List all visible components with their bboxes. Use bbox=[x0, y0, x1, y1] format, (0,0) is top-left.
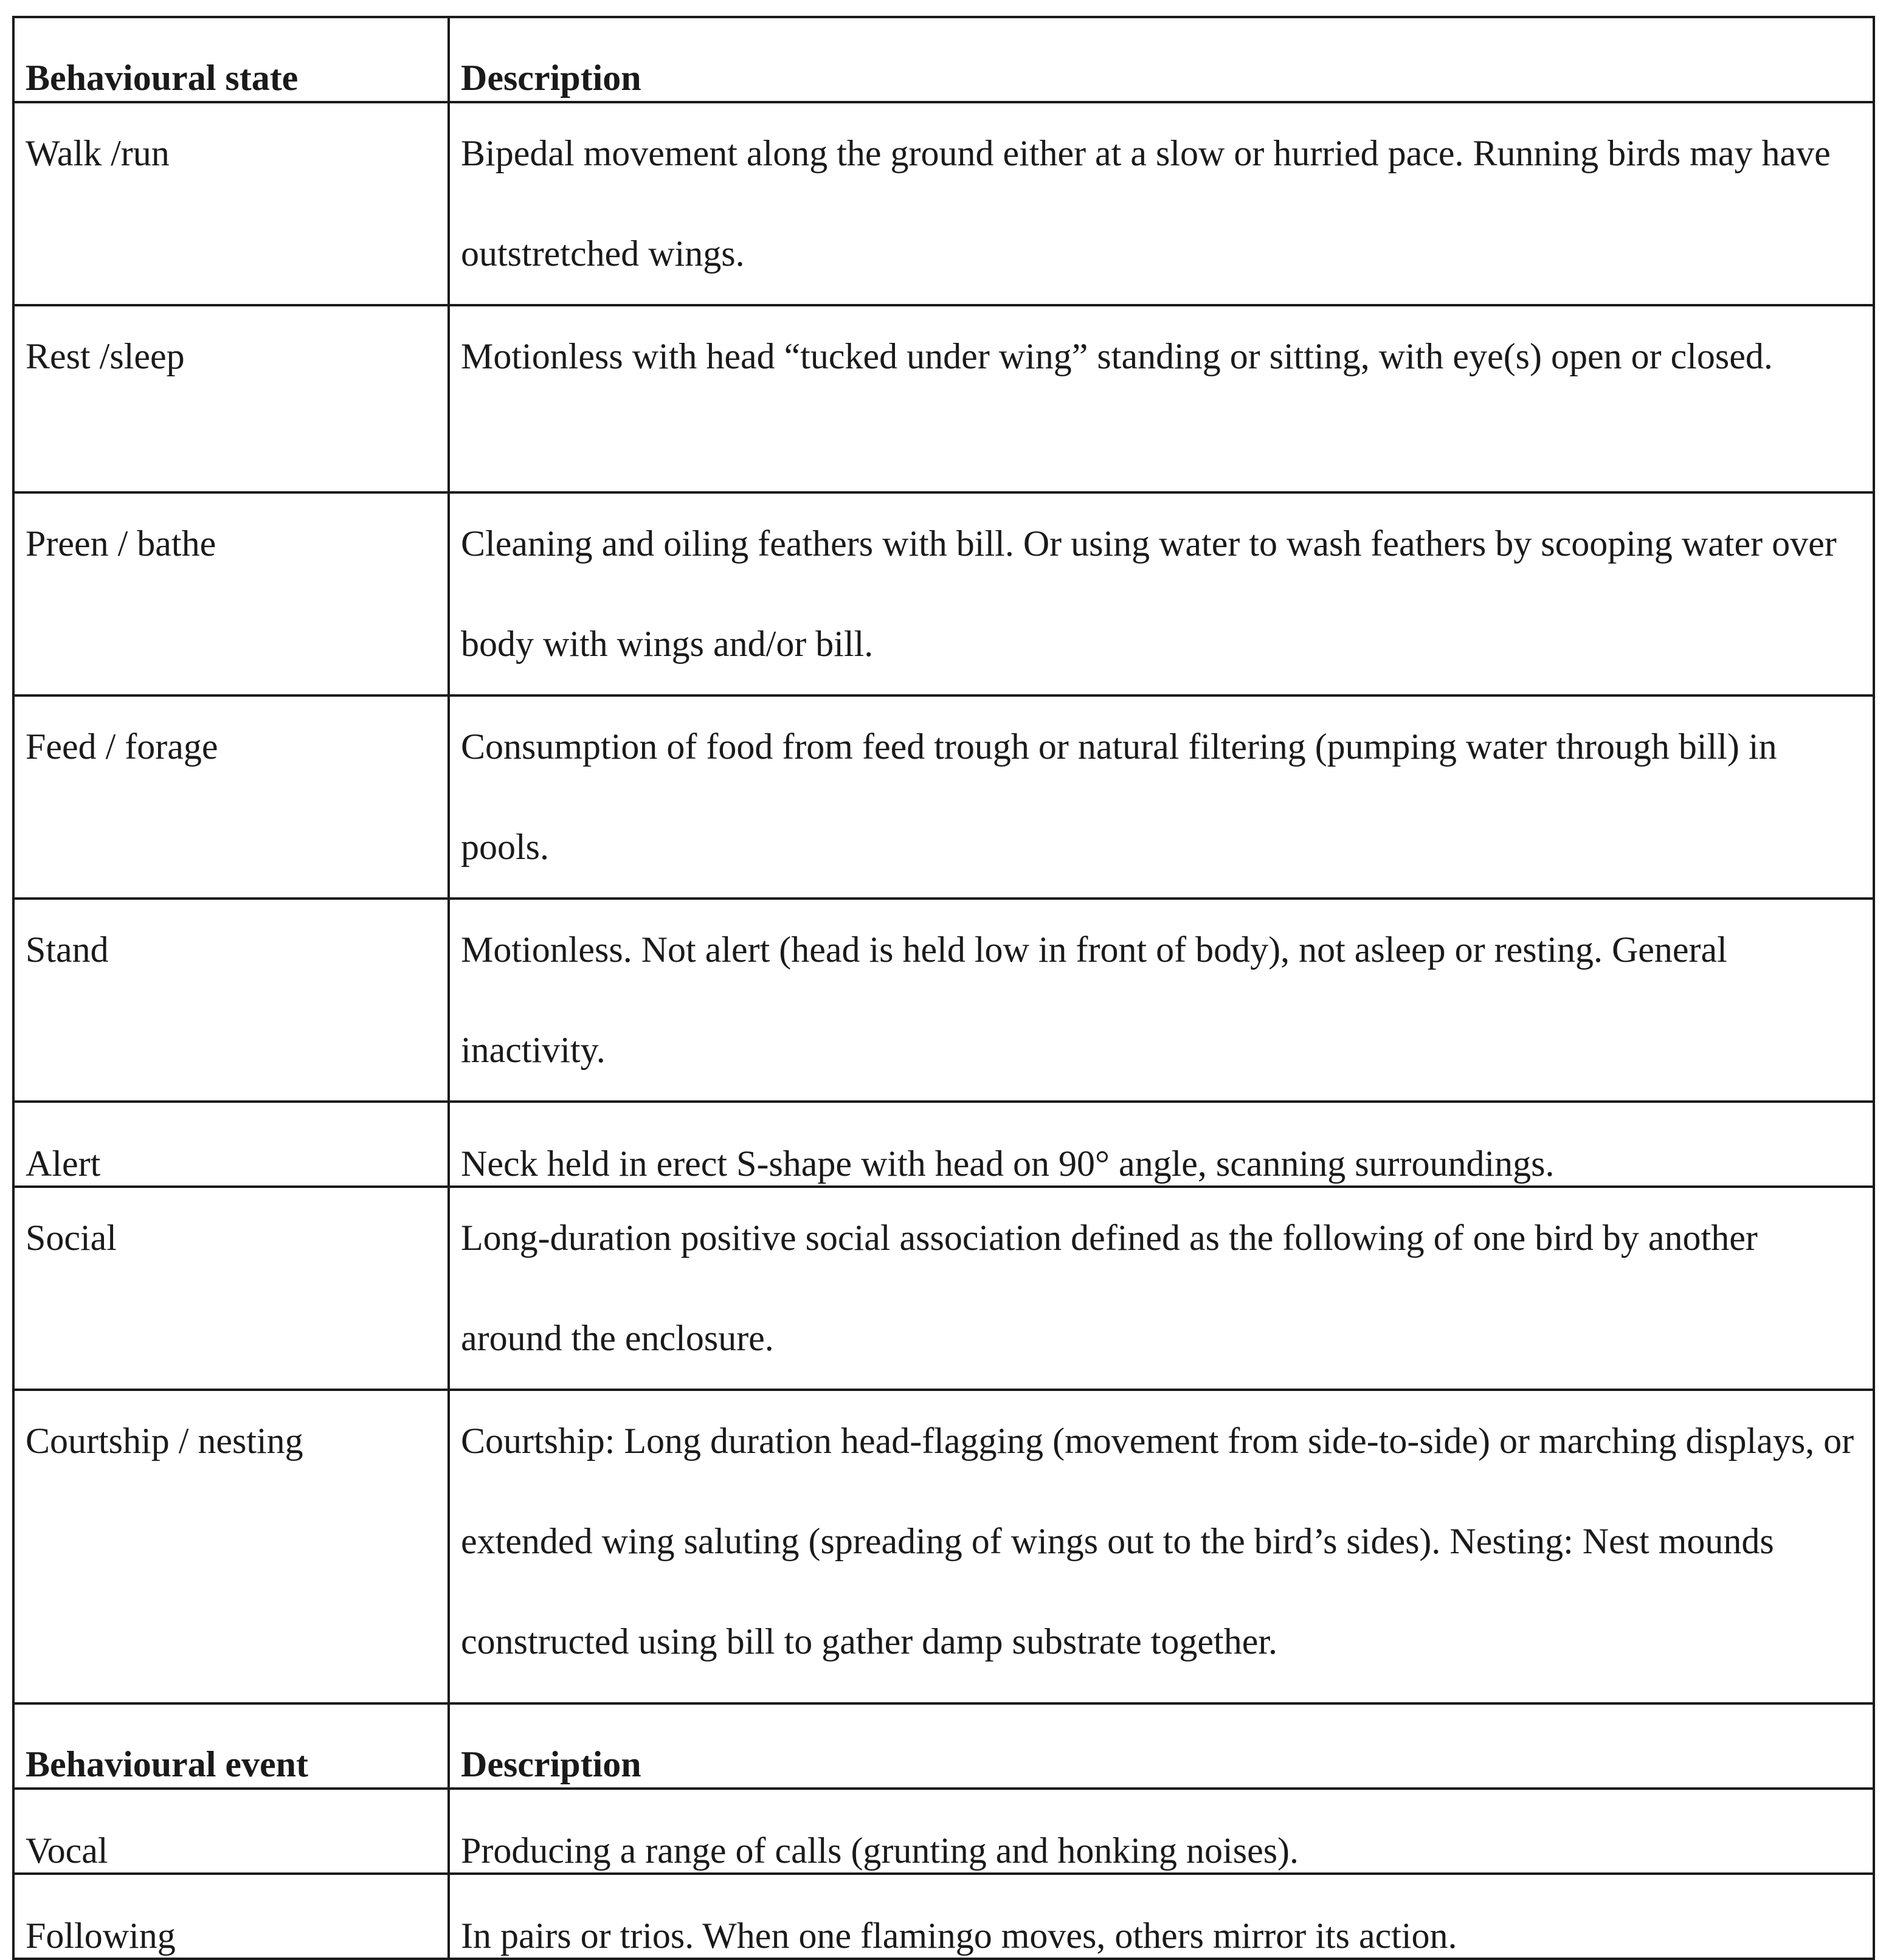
table-row bbox=[13, 102, 1874, 305]
state-column-header: Behavioural state bbox=[13, 17, 449, 102]
behaviour-cell: Following bbox=[13, 1874, 449, 1959]
behaviour-cell: Rest /sleep bbox=[13, 305, 449, 492]
state-header-row bbox=[13, 17, 1874, 102]
description-column-header: Description bbox=[449, 17, 1874, 102]
table-row bbox=[13, 1390, 1874, 1703]
description-cell: Courtship: Long duration head-flagging (movement from side-to-side) or marching displays, or extended wing saluting (spreading of wings out to the bird’s sides). Nesting: Nest mounds constructed using bill to gather damp substrate together. bbox=[449, 1390, 1874, 1703]
description-column-header: Description bbox=[449, 1703, 1874, 1789]
behaviour-cell: Alert bbox=[13, 1102, 449, 1187]
ethogram-table bbox=[12, 16, 1875, 1960]
description-cell: Motionless. Not alert (head is held low in front of body), not asleep or resting. General inactivity. bbox=[449, 899, 1874, 1102]
description-cell: Neck held in erect S-shape with head on 90° angle, scanning surroundings. bbox=[449, 1102, 1874, 1187]
table-row bbox=[13, 695, 1874, 899]
behaviour-cell: Walk /run bbox=[13, 102, 449, 305]
description-cell: Motionless with head “tucked under wing” standing or sitting, with eye(s) open or closed. bbox=[449, 305, 1874, 492]
description-cell: In pairs or trios. When one flamingo moves, others mirror its action. bbox=[449, 1874, 1874, 1959]
table-row bbox=[13, 899, 1874, 1102]
event-header-row bbox=[13, 1703, 1874, 1789]
table-row bbox=[13, 1789, 1874, 1874]
behaviour-cell: Social bbox=[13, 1187, 449, 1390]
behaviour-cell: Vocal bbox=[13, 1789, 449, 1874]
description-cell: Consumption of food from feed trough or natural filtering (pumping water through bill) in pools. bbox=[449, 695, 1874, 899]
table-row bbox=[13, 492, 1874, 695]
event-column-header: Behavioural event bbox=[13, 1703, 449, 1789]
description-cell: Bipedal movement along the ground either at a slow or hurried pace. Running birds may have outstretched wings. bbox=[449, 102, 1874, 305]
description-cell: Long-duration positive social association defined as the following of one bird by another around the enclosure. bbox=[449, 1187, 1874, 1390]
description-cell: Producing a range of calls (grunting and honking noises). bbox=[449, 1789, 1874, 1874]
behaviour-cell: Stand bbox=[13, 899, 449, 1102]
table-row bbox=[13, 1874, 1874, 1959]
table-row bbox=[13, 305, 1874, 492]
table-row bbox=[13, 1102, 1874, 1187]
behaviour-cell: Courtship / nesting bbox=[13, 1390, 449, 1703]
behaviour-cell: Feed / forage bbox=[13, 695, 449, 899]
description-cell: Cleaning and oiling feathers with bill. Or using water to wash feathers by scooping water over body with wings and/or bill. bbox=[449, 492, 1874, 695]
table-row bbox=[13, 1187, 1874, 1390]
behaviour-cell: Preen / bathe bbox=[13, 492, 449, 695]
